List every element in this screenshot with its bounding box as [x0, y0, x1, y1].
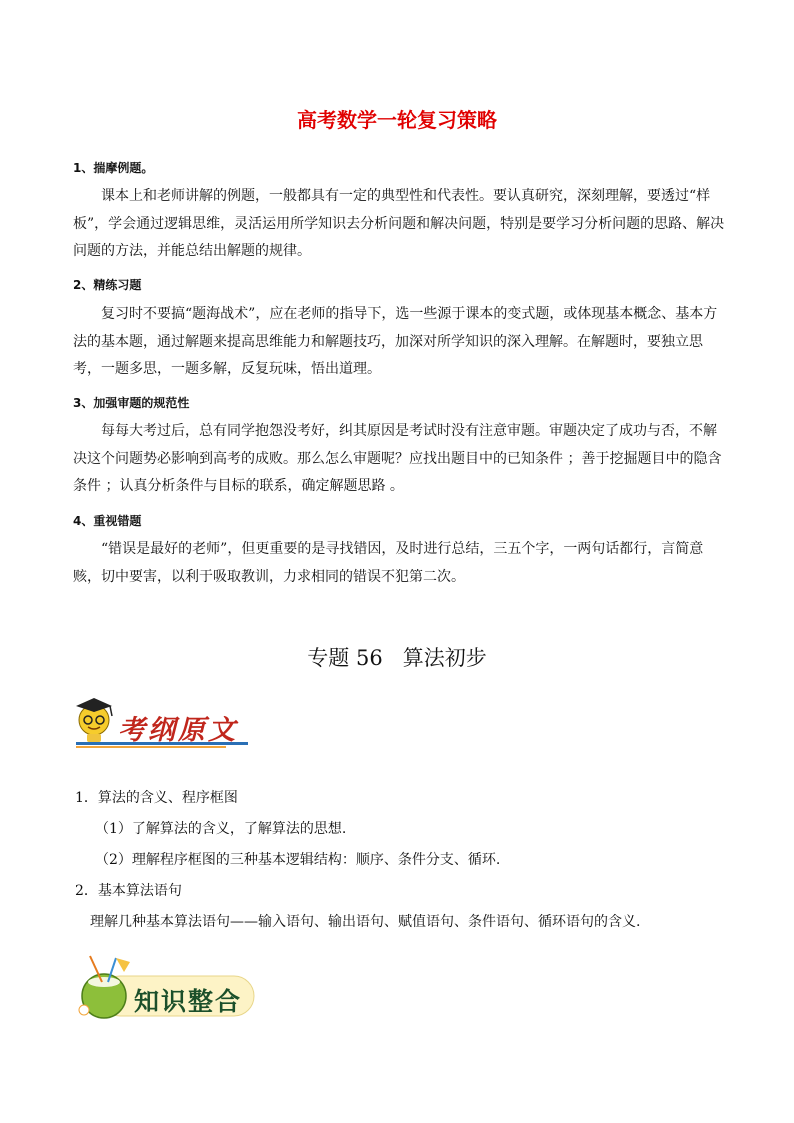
- outline-item-1-sub-1: （1）了解算法的含义，了解算法的思想.: [95, 821, 347, 837]
- knowledge-banner-label: 知识整合: [134, 987, 243, 1016]
- section-1-heading: 1、揣摩例题。: [73, 161, 154, 175]
- topic-title: [0, 642, 794, 672]
- section-3-body: 每每大考过后，总有同学抱怨没考好，纠其原因是考试时没有注意审题。审题决定了成功与否，不解决这个问题势必影响到高考的成败。那么怎么审题呢？应找出题目中的已知条件 ；善于挖掘题目中的隐含条件 ；认真分析条件与目标的联系，确定解题思路 。: [73, 423, 722, 494]
- section-2-body: 复习时不要搞“题海战术”，应在老师的指导下，选一些源于课本的变式题，或体现基本概念、基本方法的基本题，通过解题来提高思维能力和解题技巧，加深对所学知识的深入理解。在解题时，要独立思考，一题多思，一题多解，反复玩味，悟出道理。: [73, 306, 718, 377]
- outline-item-1: 1．算法的含义、程序框图: [75, 790, 238, 806]
- section-3-heading: 3、加强审题的规范性: [73, 396, 190, 410]
- section-4-heading: 4、重视错题: [73, 514, 142, 528]
- outline-banner: [70, 692, 250, 754]
- page-title: 高考数学一轮复习策略: [297, 108, 497, 132]
- outline-item-1-sub-2: （2）理解程序框图的三种基本逻辑结构：顺序、条件分支、循环.: [95, 852, 501, 868]
- knowledge-banner: [72, 952, 258, 1024]
- outline-item-2-body: 理解几种基本算法语句——输入语句、输出语句、赋值语句、条件语句、循环语句的含义.: [90, 914, 641, 930]
- outline-banner-label: 考纲原文: [118, 715, 238, 746]
- topic-name: 算法初步: [402, 646, 487, 670]
- outline-item-2: 2．基本算法语句: [75, 883, 182, 899]
- section-1-body: 课本上和老师讲解的例题，一般都具有一定的典型性和代表性。要认真研究，深刻理解，要透过“样板”，学会通过逻辑思维，灵活运用所学知识去分析问题和解决问题，特别是要学习分析问题的思路、解决问题的方法，并能总结出解题的规律。: [73, 188, 725, 259]
- section-2-heading: 2、精练习题: [73, 278, 142, 292]
- section-4-body: “错误是最好的老师”，但更重要的是寻找错因，及时进行总结，三五个字，一两句话都行，言简意赅，切中要害，以利于吸取教训，力求相同的错误不犯第二次。: [73, 541, 704, 585]
- topic-label: 专题 56: [307, 646, 383, 670]
